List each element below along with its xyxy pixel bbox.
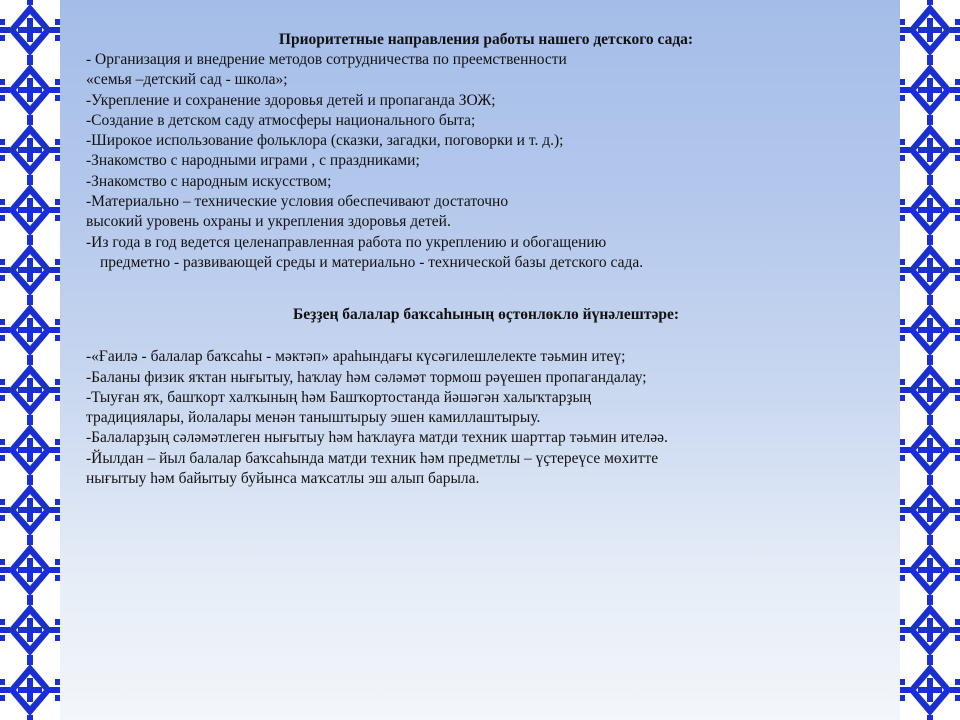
russian-line: -Знакомство с народными играми , с праздниками; [86,152,420,170]
russian-line: предметно - развивающей среды и материально - технической базы детского сада. [100,253,644,271]
russian-line: -Материально – технические условия обеспечивают достаточно [86,193,509,211]
bashkir-heading: Беҙҙең балалар баҡсаһының өҫтөнлөклө йүнәлештәре: [292,306,679,324]
left-ornament-border [0,0,60,720]
bashkir-line: нығытыу һәм байытыу буйынса маҡсатлы эш алып барыла. [86,470,480,488]
russian-line: -Знакомство с народным искусством; [86,172,332,190]
russian-heading: Приоритетные направления работы нашего детского сада: [278,31,694,48]
bashkir-line: -Йылдан – йыл балалар баҡсаһында матди техник һәм предметлы – үҫтереүсе мөхитте [86,449,659,467]
bashkir-line: традициялары, йолалары менән таныштырыу эшен камиллаштырыу. [86,409,541,427]
bashkir-list [86,347,886,489]
right-ornament-pattern [900,0,960,720]
right-ornament-border [900,0,960,720]
bashkir-line: -Балаларҙың сәләмәтлеген нығытыу һәм һаҡлауға матди техник шарттар тәьмин ителәә. [86,429,668,447]
russian-line: - Организация и внедрение методов сотрудничества по преемственности [86,51,567,68]
bashkir-line: -«Ғаилә - балалар баҡсаһы - мәктәп» араһындағы күсәгилешлелекте тәьмин итеү; [86,348,626,366]
russian-line: -Широкое использование фольклора (сказки, загадки, поговорки и т. д.); [86,132,564,150]
slide-content [86,30,886,489]
bashkir-line: -Баланы физик яҡтан нығытыу, һаҡлау һәм сәләмәт тормош рәүешен пропагандалау; [86,368,647,386]
left-ornament-pattern [0,0,60,720]
russian-line: -Создание в детском саду атмосферы национального быта; [86,111,476,129]
russian-line: -Из года в год ведется целенаправленная работа по укреплению и обогащению [86,233,607,251]
russian-line: -Укрепление и сохранение здоровья детей и пропаганда ЗОЖ; [86,91,496,109]
russian-list [86,50,886,273]
russian-line: высокий уровень охраны и укрепления здоровья детей. [86,213,451,231]
russian-line: «семья –детский сад - школа»; [86,71,288,89]
bashkir-line: -Тыуған яҡ, башҡорт халҡының һәм Башҡортостанда йәшәгән халыҡтарҙың [86,388,592,406]
